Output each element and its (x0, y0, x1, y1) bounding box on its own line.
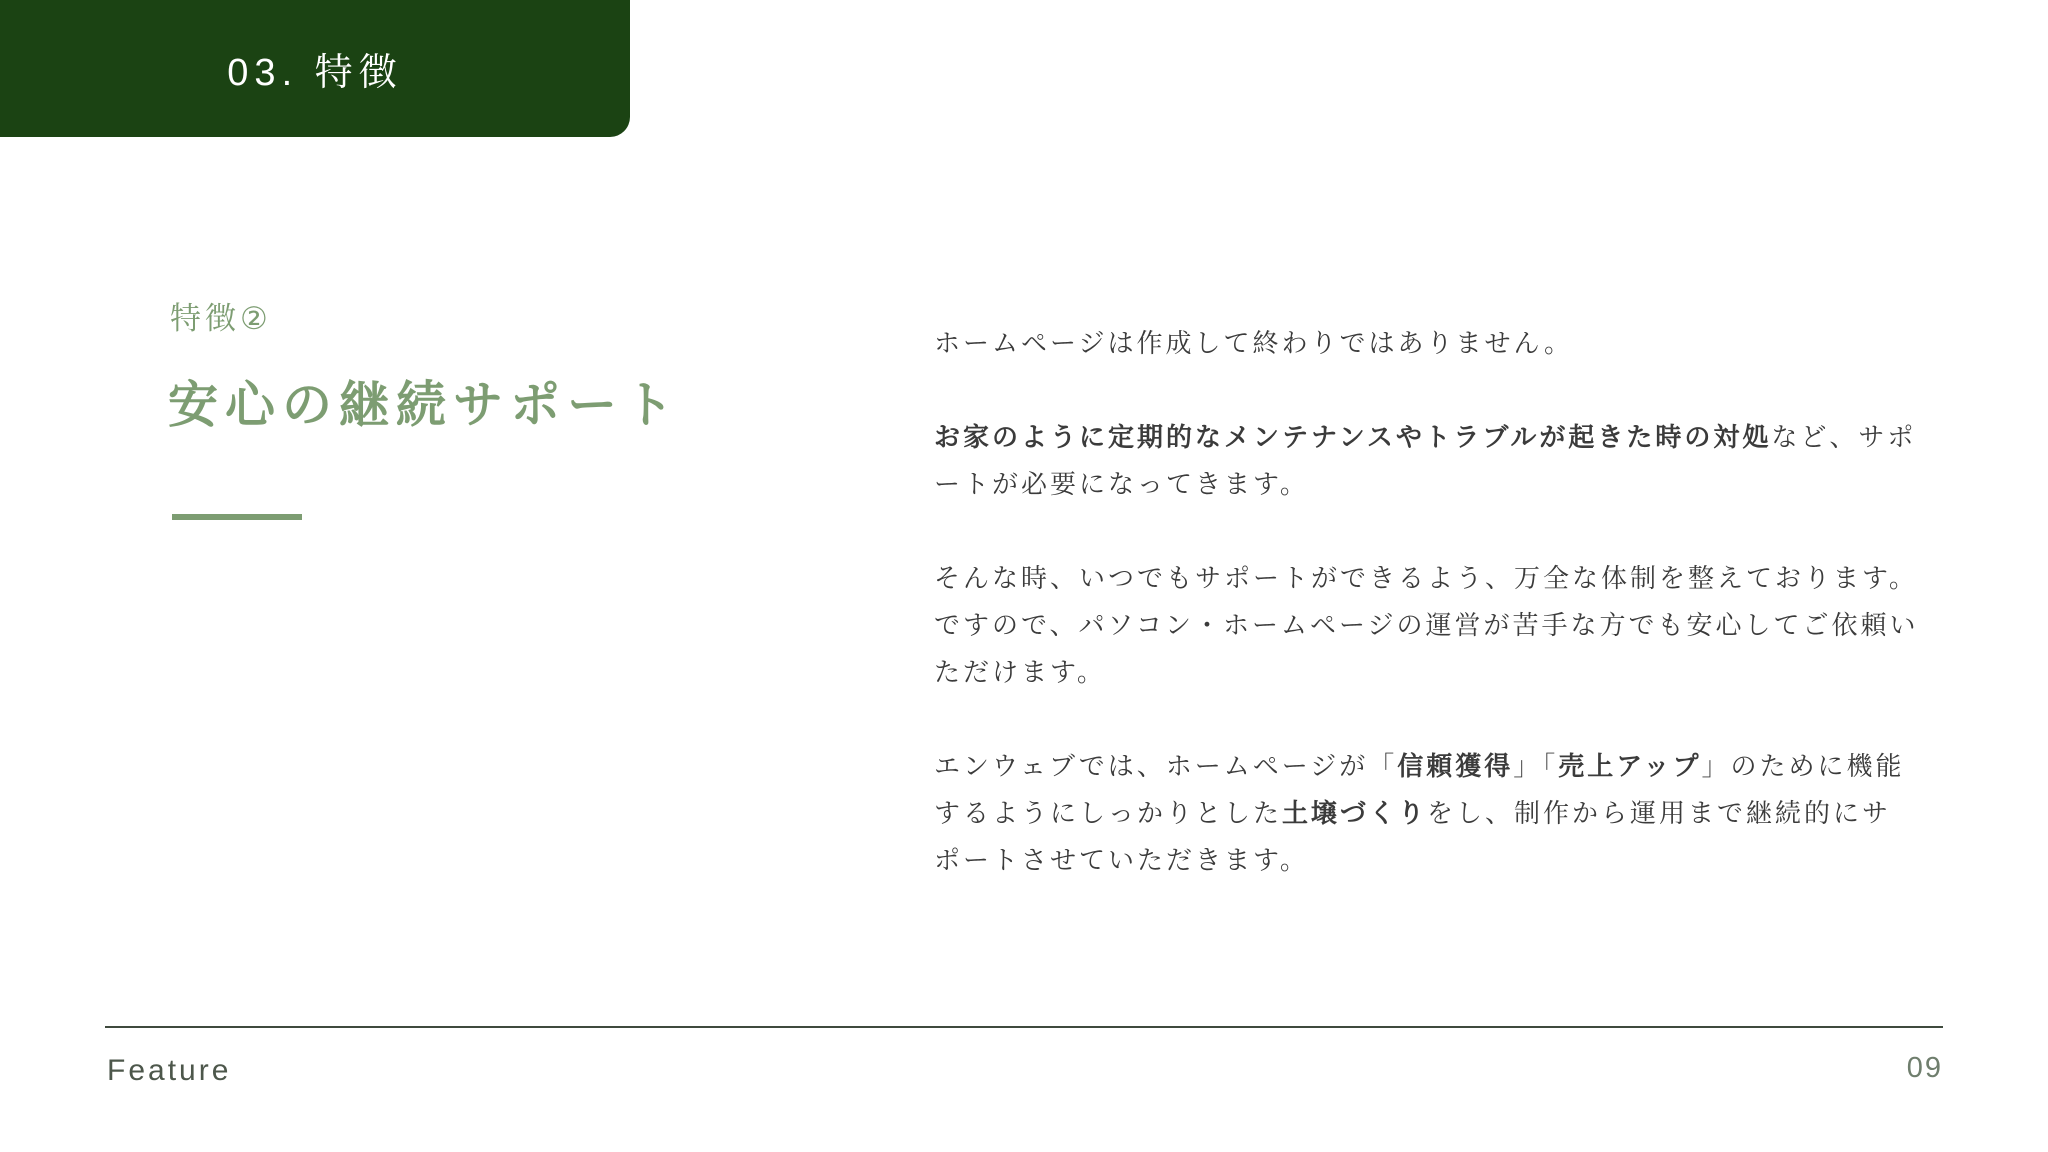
footer-divider (105, 1026, 1943, 1028)
feature-number-label: 特徴② (170, 301, 272, 336)
section-header-tab (0, 0, 630, 137)
text-segment: 」「 (1513, 751, 1559, 781)
text-segment: をし、制作から運用まで継続的にサポートさせていただきます。 (934, 798, 1892, 875)
bold-text-segment: お家のように定期的なメンテナンスやトラブルが起きた時の対処 (934, 422, 1772, 452)
bold-text-segment: 売上アップ (1558, 751, 1702, 781)
feature-title: 安心の継続サポート (168, 377, 681, 433)
text-segment: など、サポートが必要になってきます。 (934, 422, 1917, 499)
paragraph (934, 320, 1919, 367)
text-segment: 」のために機能するようにしっかりとした (934, 751, 1905, 828)
section-header-label: 03. 特徴 (227, 52, 403, 94)
bold-text-segment: 土壌づくり (1282, 798, 1428, 828)
text-segment: エンウェブでは、ホームページが「 (934, 751, 1398, 781)
text-segment: そんな時、いつでもサポートができるよう、万全な体制を整えております。ですので、パソコン・ホームページの運営が苦手な方でも安心してご依頼いただけます。 (934, 563, 1919, 687)
page-number: 09 (1906, 1052, 1943, 1084)
body-text (934, 320, 1919, 931)
bold-text-segment: 信頼獲得 (1397, 751, 1514, 781)
paragraph (934, 743, 1919, 884)
text-segment: ホームページは作成して終わりではありません。 (934, 328, 1574, 358)
paragraph (934, 414, 1919, 508)
title-underline (172, 514, 302, 520)
paragraph (934, 555, 1919, 696)
footer-section-label: Feature (107, 1054, 232, 1087)
